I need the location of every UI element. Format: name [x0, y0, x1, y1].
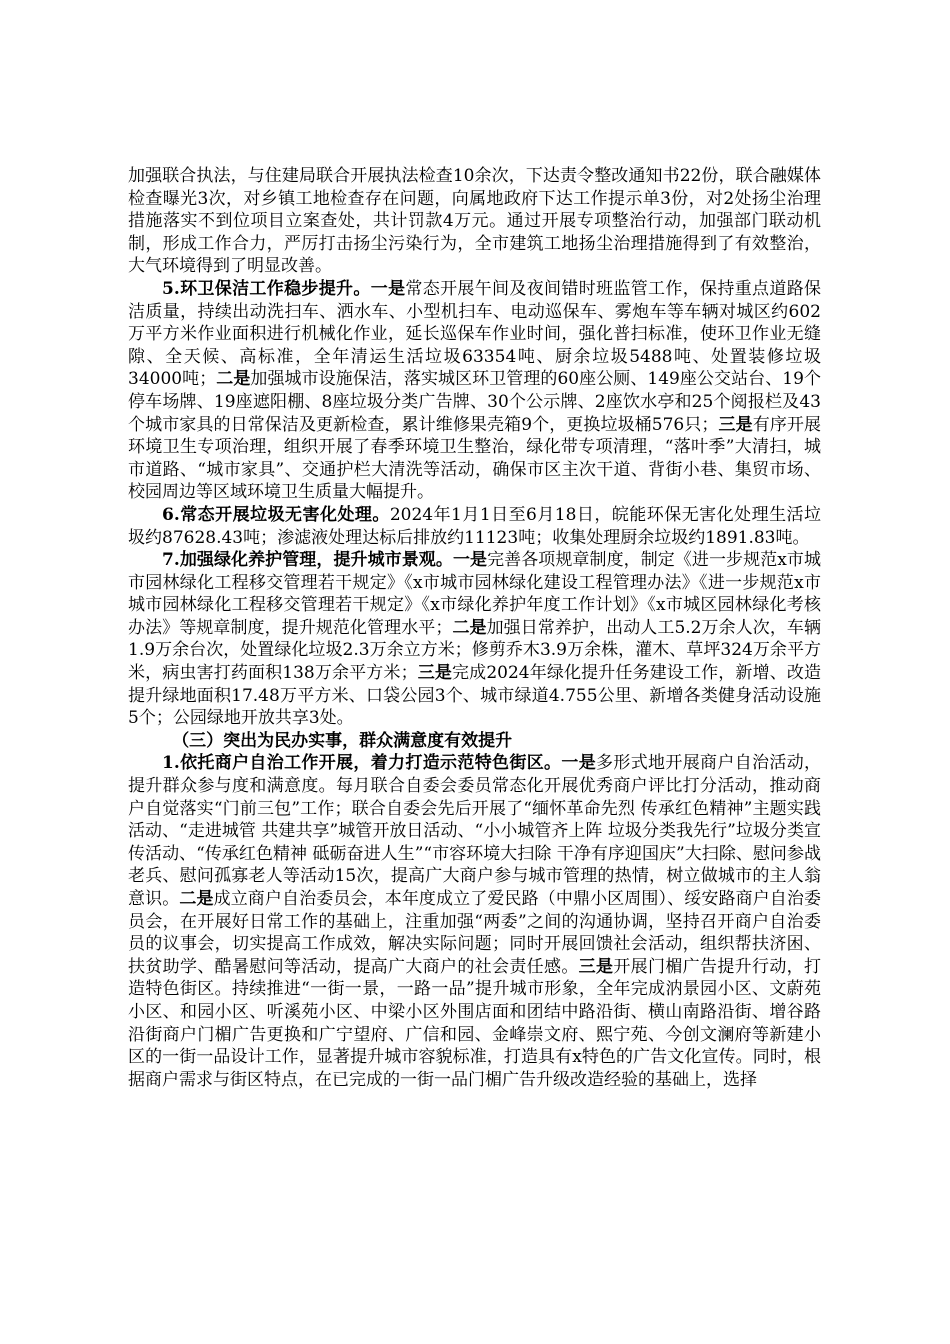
point-marker: 一是 — [370, 278, 406, 299]
paragraph-text: 常态开展午间及夜间错时班监管工作，保持重点道路保洁质量，持续出动洗扫车、洒水车、小型机扫车、电动巡保车、雾炮车等车辆对城区约602万平方米作业面积进行机械化作业，延长巡保车作业时间，强化普扫标准，使环卫作业无缝隙、全天候、高标准，全年清运生活垃圾63354吨、厨余垃圾5488吨、处置装修垃圾34000吨； — [128, 278, 822, 390]
point-marker: 三是 — [417, 663, 453, 684]
section-heading — [128, 730, 821, 753]
point-marker: 二是 — [216, 369, 251, 390]
paragraph-dust-enforcement — [128, 165, 821, 278]
paragraph-text: 加强城市设施保洁，落实城区环卫管理的60座公厕、149座公交站台、19个停车场牌、19座遮阳棚、8座垃圾分类广告牌、30个公示牌、2座饮水亭和25个阅报栏及43个城市家具的日常保洁及更新检查，累计维修果壳箱9个，更换垃圾桶576只； — [128, 369, 821, 435]
paragraph-heading: 5.环卫保洁工作稳步提升。 — [162, 278, 371, 299]
paragraph-sanitation — [128, 278, 821, 504]
point-marker: 一是 — [452, 550, 488, 571]
paragraph-text: 完善各项规章制度，制定《进一步规范x市城市园林绿化工程移交管理若干规定》《x市城市园林绿化建设工程管理办法》《进一步规范x市城市园林绿化工程移交管理若干规定》《x市绿化养护年度工作计划》《x市城区园林绿化考核办法》等规章制度，提升规范化管理水平； — [128, 550, 821, 638]
paragraph-waste-treatment — [128, 504, 821, 549]
paragraph-text: 开展门楣广告提升行动，打造特色街区。持续推进“一街一景，一路一品”提升城市形象，全年完成汭景园小区、文蔚苑小区、和园小区、听溪苑小区、中梁小区外围店面和团结中路沿街、横山南路沿街、增谷路沿街商户门楣广告更换和广宁望府、广信和园、金峰崇文府、熙宁苑、今创文澜府等新建小区的一街一品设计工作，显著提升城市容貌标准，打造具有x特色的广告文化宣传。同时，根据商户需求与街区特点，在已完成的一街一品门楣广告升级改造经验的基础上，选择 — [128, 956, 822, 1090]
paragraph-greening — [128, 549, 821, 730]
paragraph-text: 有序开展环境卫生专项治理，组织开展了春季环境卫生整治，绿化带专项清理，“落叶季”大清扫，城市道路、“城市家具”、交通护栏大清洗等活动，确保市区主次干道、背街小巷、集贸市场、校园周边等区域环境卫生质量大幅提升。 — [128, 414, 822, 503]
paragraph-heading: 1.依托商户自治工作开展，着力打造示范特色街区。 — [162, 753, 562, 774]
paragraph-text: 加强联合执法，与住建局联合开展执法检查10余次，下达责令整改通知书22份，联合融媒体检查曝光3次，对乡镇工地检查存在问题，向属地政府下达工作提示单3份，对2处扬尘治理措施落实不到位项目立案查处，共计罚款4万元。通过开展专项整治行动，加强部门联动机制，形成工作合力，严厉打击扬尘污染行为，全市建筑工地扬尘治理措施得到了有效整治，大气环境得到了明显改善。 — [128, 166, 821, 277]
paragraph-text: 加强日常养护，出动人工5.2万余人次，车辆1.9万余台次，处置绿化垃圾2.3万余立方米；修剪乔木3.9万余株，灌木、草坪324万余平方米，病虫害打药面积138万余平方米； — [128, 617, 822, 684]
point-marker: 三是 — [718, 414, 753, 435]
point-marker: 二是 — [452, 617, 487, 638]
point-marker: 一是 — [561, 753, 597, 774]
section-title: （三）突出为民办实事，群众满意度有效提升 — [172, 730, 513, 751]
paragraph-text: 多形式地开展商户自治活动，提升群众参与度和满意度。每月联合自委会委员常态化开展优秀商户评比打分活动，推动商户自觉落实“门前三包”工作；联合自委会先后开展了“缅怀革命先烈 传承红色精神”主题实践活动、“走进城管 共建共享”城管开放日活动、“小小城管齐上阵 垃圾分类我先行”垃圾分类宣传活动、“传承红色精神 砥砺奋进人生”“市容环境大扫除 干净有序迎国庆”大扫除、慰问参战老兵、慰问孤寡老人等活动15次，提高广大商户参与城市管理的热情，树立做城市的主人翁意识。 — [128, 753, 822, 909]
paragraph-text: 2024年1月1日至6月18日，皖能环保无害化处理生活垃圾约87628.43吨；渗滤液处理达标后排放约11123吨；收集处理厨余垃圾约1891.83吨。 — [128, 504, 822, 548]
document-page — [128, 165, 821, 1091]
paragraph-heading: 6.常态开展垃圾无害化处理。 — [162, 504, 390, 525]
paragraph-heading: 7.加强绿化养护管理，提升城市景观。 — [162, 550, 453, 571]
paragraph-merchant-autonomy — [128, 752, 821, 1091]
paragraph-text: 完成2024年绿化提升任务建设工作，新增、改造提升绿地面积17.48万平方米、口袋公园3个、城市绿道4.755公里、新增各类健身活动设施5个；公园绿地开放共享3处。 — [128, 663, 822, 729]
point-marker: 二是 — [179, 889, 214, 909]
paragraph-text: 成立商户自治委员会，本年度成立了爱民路（中鼎小区周围）、绥安路商户自治委员会，在开展好日常工作的基础上，注重加强“两委”之间的沟通协调，坚持召开商户自治委员的议事会，切实提高工作成效，解决实际问题；同时开展回馈社会活动，组织帮扶济困、扶贫助学、酷暑慰问等活动，提高广大商户的社会责任感。 — [128, 889, 822, 977]
point-marker: 三是 — [578, 956, 614, 977]
